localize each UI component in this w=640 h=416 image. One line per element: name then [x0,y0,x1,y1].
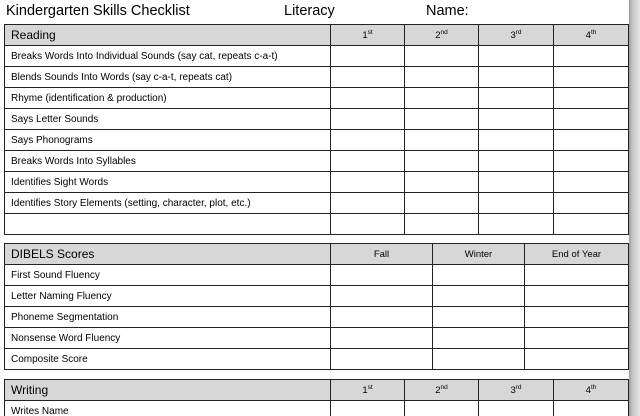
dibels-row [5,265,629,286]
quarter-number: 4 [585,385,591,396]
writing-score-cell[interactable] [331,401,405,416]
reading-score-cell[interactable] [554,88,629,109]
writing-quarter-header [554,380,629,401]
dibels-score-cell[interactable] [525,307,629,328]
reading-score-cell[interactable] [405,151,479,172]
reading-row [5,214,629,235]
reading-score-cell[interactable] [479,214,554,235]
dibels-score-cell[interactable] [433,265,525,286]
quarter-number: 2 [435,385,441,396]
reading-table [4,24,629,235]
dibels-table [4,243,629,370]
quarter-suffix: th [590,384,597,391]
reading-quarter-header [554,25,629,46]
reading-skill-label: Identifies Story Elements (setting, character, plot, etc.) [5,193,331,214]
reading-score-cell[interactable] [331,67,405,88]
dibels-period-header: Fall [331,244,433,265]
page-title: Kindergarten Skills Checklist [6,3,190,19]
reading-row [5,88,629,109]
quarter-number: 3 [510,30,516,41]
reading-skill-label: Breaks Words Into Syllables [5,151,331,172]
dibels-section-title: DIBELS Scores [5,244,331,265]
dibels-score-cell[interactable] [331,307,433,328]
dibels-skill-label: First Sound Fluency [5,265,331,286]
dibels-skill-label: Letter Naming Fluency [5,286,331,307]
quarter-suffix: st [367,384,373,391]
quarter-number: 1 [362,385,368,396]
reading-row [5,109,629,130]
reading-score-cell[interactable] [405,193,479,214]
writing-score-cell[interactable] [554,401,629,416]
dibels-score-cell[interactable] [525,265,629,286]
reading-score-cell[interactable] [479,88,554,109]
quarter-suffix: st [367,29,373,36]
reading-score-cell[interactable] [479,67,554,88]
reading-score-cell[interactable] [331,214,405,235]
reading-skill-label: Breaks Words Into Individual Sounds (say cat, repeats c-a-t) [5,46,331,67]
writing-row [5,401,629,416]
reading-row [5,193,629,214]
reading-row [5,172,629,193]
dibels-score-cell[interactable] [331,328,433,349]
dibels-score-cell[interactable] [525,286,629,307]
reading-quarter-header [479,25,554,46]
reading-row [5,67,629,88]
reading-score-cell[interactable] [479,151,554,172]
reading-score-cell[interactable] [479,109,554,130]
dibels-row [5,286,629,307]
dibels-score-cell[interactable] [331,286,433,307]
dibels-row [5,328,629,349]
reading-row [5,46,629,67]
writing-quarter-header [331,380,405,401]
reading-score-cell[interactable] [405,88,479,109]
reading-score-cell[interactable] [331,130,405,151]
name-label: Name: [426,3,469,19]
quarter-suffix: rd [515,384,522,391]
reading-score-cell[interactable] [405,172,479,193]
dibels-period-header: End of Year [525,244,629,265]
writing-score-cell[interactable] [479,401,554,416]
reading-score-cell[interactable] [479,172,554,193]
reading-score-cell[interactable] [479,193,554,214]
reading-score-cell[interactable] [479,130,554,151]
reading-score-cell[interactable] [554,109,629,130]
quarter-suffix: rd [515,29,522,36]
dibels-skill-label: Phoneme Segmentation [5,307,331,328]
dibels-score-cell[interactable] [331,349,433,370]
subject-label: Literacy [284,3,335,19]
quarter-number: 4 [585,30,591,41]
dibels-period-header: Winter [433,244,525,265]
reading-quarter-header [331,25,405,46]
reading-score-cell[interactable] [331,46,405,67]
reading-score-cell[interactable] [405,130,479,151]
quarter-number: 3 [510,385,516,396]
dibels-row [5,349,629,370]
reading-score-cell[interactable] [405,67,479,88]
dibels-score-cell[interactable] [433,307,525,328]
quarter-suffix: nd [440,29,448,36]
writing-header-row [5,380,629,401]
reading-score-cell[interactable] [331,109,405,130]
writing-quarter-header [405,380,479,401]
reading-skill-label: Blends Sounds Into Words (say c-a-t, repeats cat) [5,67,331,88]
reading-score-cell[interactable] [554,151,629,172]
reading-score-cell[interactable] [331,193,405,214]
reading-score-cell[interactable] [405,109,479,130]
reading-row [5,151,629,172]
reading-score-cell[interactable] [331,88,405,109]
reading-score-cell[interactable] [405,214,479,235]
reading-skill-label: Rhyme (identification & production) [5,88,331,109]
dibels-score-cell[interactable] [525,349,629,370]
dibels-header-row [5,244,629,265]
writing-score-cell[interactable] [405,401,479,416]
quarter-number: 1 [362,30,368,41]
reading-score-cell[interactable] [554,193,629,214]
dibels-skill-label: Nonsense Word Fluency [5,328,331,349]
reading-skill-label: Says Letter Sounds [5,109,331,130]
dibels-score-cell[interactable] [433,286,525,307]
page-edge-shadow [629,0,640,416]
quarter-suffix: nd [440,384,448,391]
quarter-number: 2 [435,30,441,41]
writing-skill-label: Writes Name [5,401,331,416]
reading-skill-label: Identifies Sight Words [5,172,331,193]
writing-quarter-header [479,380,554,401]
reading-row [5,130,629,151]
reading-score-cell[interactable] [479,46,554,67]
dibels-score-cell[interactable] [433,328,525,349]
quarter-suffix: th [590,29,597,36]
reading-score-cell[interactable] [405,46,479,67]
reading-header-row [5,25,629,46]
reading-skill-label: Says Phonograms [5,130,331,151]
reading-quarter-header [405,25,479,46]
page-header [6,3,629,23]
dibels-score-cell[interactable] [331,265,433,286]
reading-skill-label [5,214,331,235]
dibels-score-cell[interactable] [525,328,629,349]
dibels-skill-label: Composite Score [5,349,331,370]
reading-section-title: Reading [5,25,331,46]
reading-score-cell[interactable] [554,130,629,151]
writing-section-title: Writing [5,380,331,401]
reading-score-cell[interactable] [554,67,629,88]
writing-table [4,379,629,416]
reading-score-cell[interactable] [554,214,629,235]
dibels-row [5,307,629,328]
reading-score-cell[interactable] [554,172,629,193]
reading-score-cell[interactable] [331,151,405,172]
dibels-score-cell[interactable] [433,349,525,370]
reading-score-cell[interactable] [554,46,629,67]
reading-score-cell[interactable] [331,172,405,193]
